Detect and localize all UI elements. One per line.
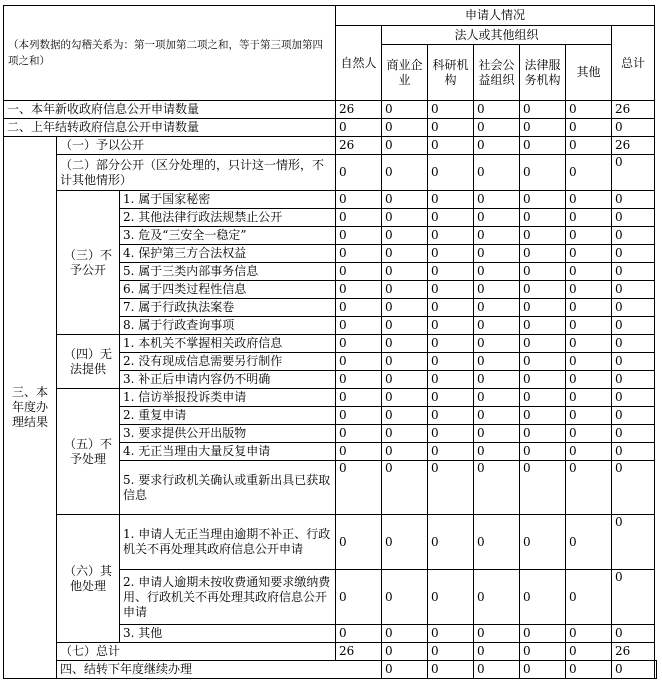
cell: 0	[520, 317, 566, 335]
cell: 26	[336, 101, 382, 119]
cell: 0	[566, 299, 612, 317]
cell: 0	[428, 371, 474, 389]
cell: 0	[382, 515, 428, 570]
cell: 0	[474, 570, 520, 625]
cell: 0	[382, 407, 428, 425]
cell: 0	[612, 227, 655, 245]
cell: 26	[336, 643, 382, 661]
statistics-table	[3, 5, 657, 679]
cell: 0	[428, 299, 474, 317]
cell: 0	[474, 137, 520, 155]
col-public-welfare: 社会公益组织	[474, 45, 520, 101]
cell: 0	[428, 335, 474, 353]
cell: 0	[428, 191, 474, 209]
header-note: （本列数据的勾稽关系为：第一项加第二项之和，等于第三项加第四项之和）	[4, 6, 336, 101]
cell: 0	[474, 101, 520, 119]
row-label: 1. 信访举报投诉类申请	[120, 389, 336, 407]
col-research: 科研机构	[428, 45, 474, 101]
cell: 0	[336, 625, 382, 643]
cell: 0	[336, 281, 382, 299]
cell: 0	[336, 209, 382, 227]
cell: 0	[520, 515, 566, 570]
cell: 0	[566, 191, 612, 209]
cell: 0	[612, 425, 655, 443]
cell	[655, 661, 657, 679]
cell: 0	[428, 661, 474, 679]
row-label: 5. 要求行政机关确认或重新出具已获取信息	[120, 461, 336, 515]
cell: 0	[382, 461, 428, 515]
cell: 0	[336, 371, 382, 389]
cell: 0	[612, 661, 655, 679]
cell: 0	[566, 425, 612, 443]
cell: 0	[520, 643, 566, 661]
cell: 0	[520, 209, 566, 227]
cell: 0	[566, 625, 612, 643]
cell: 0	[612, 191, 655, 209]
cell: 0	[520, 137, 566, 155]
cell: 0	[336, 155, 382, 191]
cell: 0	[382, 661, 428, 679]
row-label: 6. 属于四类过程性信息	[120, 281, 336, 299]
row-label: 3. 危及“三安全一稳定”	[120, 227, 336, 245]
cell: 0	[612, 335, 655, 353]
cell: 0	[428, 515, 474, 570]
cell: 0	[382, 299, 428, 317]
cell: 0	[336, 389, 382, 407]
cell: 0	[520, 335, 566, 353]
cell: 0	[474, 119, 520, 137]
cell: 0	[566, 155, 612, 191]
cell: 0	[566, 281, 612, 299]
cell: 0	[474, 299, 520, 317]
row-label: 四、结转下年度继续办理	[57, 661, 382, 679]
cell: 0	[428, 443, 474, 461]
cell: 0	[520, 353, 566, 371]
cell: 0	[428, 101, 474, 119]
cell: 0	[612, 299, 655, 317]
cell: 0	[520, 570, 566, 625]
cell: 0	[428, 570, 474, 625]
cell: 0	[474, 425, 520, 443]
cell: 0	[474, 389, 520, 407]
cell: 0	[520, 281, 566, 299]
cell: 0	[382, 137, 428, 155]
cell: 0	[336, 119, 382, 137]
cell: 0	[612, 461, 655, 515]
table-row	[4, 191, 657, 209]
group3-label: 三、本年度办理结果	[4, 137, 57, 679]
cell: 0	[566, 443, 612, 461]
cell: 0	[520, 461, 566, 515]
cell: 0	[474, 209, 520, 227]
table-row	[4, 119, 657, 137]
table-row	[4, 515, 657, 570]
cell: 0	[474, 263, 520, 281]
cell: 0	[566, 461, 612, 515]
table-row	[4, 101, 657, 119]
cell: 0	[382, 101, 428, 119]
cell: 0	[612, 155, 655, 191]
group-label: （六）其他处理	[57, 515, 120, 643]
row-label: 7. 属于行政执法案卷	[120, 299, 336, 317]
cell: 0	[336, 443, 382, 461]
cell: 0	[382, 155, 428, 191]
cell: 0	[612, 353, 655, 371]
row-label: 1. 本机关不掌握相关政府信息	[120, 335, 336, 353]
row-label: （二）部分公开（区分处理的，只计这一情形，不计其他情形）	[57, 155, 336, 191]
cell: 0	[382, 335, 428, 353]
cell: 0	[566, 407, 612, 425]
cell: 0	[612, 371, 655, 389]
row-label: 3. 其他	[120, 625, 336, 643]
row-label: （七）总计	[57, 643, 336, 661]
cell: 0	[520, 389, 566, 407]
cell: 0	[612, 281, 655, 299]
cell: 0	[566, 101, 612, 119]
row-label: （一）予以公开	[57, 137, 336, 155]
cell: 0	[612, 407, 655, 425]
cell: 0	[428, 281, 474, 299]
cell: 0	[336, 317, 382, 335]
cell: 0	[336, 570, 382, 625]
cell: 0	[428, 407, 474, 425]
cell: 0	[612, 625, 655, 643]
cell: 0	[520, 119, 566, 137]
cell: 0	[382, 371, 428, 389]
cell: 0	[474, 317, 520, 335]
cell: 0	[520, 101, 566, 119]
cell: 0	[336, 515, 382, 570]
cell: 0	[612, 245, 655, 263]
cell: 0	[336, 407, 382, 425]
cell: 0	[612, 570, 655, 625]
cell: 0	[474, 407, 520, 425]
cell: 0	[566, 263, 612, 281]
cell: 0	[474, 515, 520, 570]
cell: 0	[336, 335, 382, 353]
row-label: 8. 属于行政查询事项	[120, 317, 336, 335]
row-label: 1. 申请人无正当理由逾期不补正、行政机关不再处理其政府信息公开申请	[120, 515, 336, 570]
cell: 0	[428, 461, 474, 515]
table-row	[4, 155, 657, 191]
cell: 0	[382, 191, 428, 209]
group-label: （四）无法提供	[57, 335, 120, 389]
cell: 0	[566, 643, 612, 661]
cell: 0	[382, 317, 428, 335]
cell: 0	[428, 119, 474, 137]
row-label: 二、上年结转政府信息公开申请数量	[4, 119, 336, 137]
cell: 0	[382, 353, 428, 371]
cell: 0	[382, 625, 428, 643]
row-label: 2. 申请人逾期未按收费通知要求缴纳费用、行政机关不再处理其政府信息公开申请	[120, 570, 336, 625]
cell: 0	[474, 245, 520, 263]
cell: 0	[336, 227, 382, 245]
row-label: 3. 补正后申请内容仍不明确	[120, 371, 336, 389]
cell: 0	[566, 335, 612, 353]
row-label: 2. 重复申请	[120, 407, 336, 425]
cell: 0	[520, 625, 566, 643]
cell: 0	[428, 155, 474, 191]
cell: 0	[566, 661, 612, 679]
cell: 0	[612, 209, 655, 227]
group-label: （三）不予公开	[57, 191, 120, 335]
cell: 0	[428, 317, 474, 335]
row-label: 一、本年新收政府信息公开申请数量	[4, 101, 336, 119]
cell: 0	[566, 227, 612, 245]
cell: 0	[612, 389, 655, 407]
cell: 0	[520, 371, 566, 389]
cell: 0	[520, 245, 566, 263]
cell: 0	[382, 227, 428, 245]
cell: 0	[612, 443, 655, 461]
cell: 0	[566, 317, 612, 335]
cell: 0	[474, 227, 520, 245]
cell: 0	[474, 461, 520, 515]
cell: 0	[336, 263, 382, 281]
cell: 26	[612, 137, 655, 155]
cell: 0	[520, 425, 566, 443]
cell: 0	[566, 570, 612, 625]
cell: 0	[474, 371, 520, 389]
applicant-header: 申请人情况	[336, 6, 655, 26]
row-label: 3. 要求提供公开出版物	[120, 425, 336, 443]
cell: 0	[520, 227, 566, 245]
cell: 0	[336, 245, 382, 263]
col-total: 总计	[612, 26, 655, 101]
cell: 0	[428, 245, 474, 263]
cell: 0	[520, 299, 566, 317]
cell: 0	[382, 119, 428, 137]
cell: 0	[428, 425, 474, 443]
table-row	[4, 335, 657, 353]
cell: 0	[612, 515, 655, 570]
cell: 0	[428, 643, 474, 661]
cell: 0	[336, 461, 382, 515]
cell: 0	[428, 353, 474, 371]
cell: 0	[520, 661, 566, 679]
cell: 0	[474, 155, 520, 191]
cell: 0	[566, 119, 612, 137]
col-other: 其他	[566, 45, 612, 101]
cell: 0	[520, 263, 566, 281]
cell: 0	[520, 443, 566, 461]
legal-org-header: 法人或其他组织	[382, 26, 612, 45]
cell: 0	[428, 209, 474, 227]
cell: 0	[474, 443, 520, 461]
cell: 0	[612, 263, 655, 281]
cell: 0	[382, 281, 428, 299]
group-label: （五）不予处理	[57, 389, 120, 515]
table-row	[4, 661, 657, 679]
cell: 0	[382, 389, 428, 407]
cell: 0	[428, 389, 474, 407]
cell: 0	[566, 389, 612, 407]
cell: 0	[474, 625, 520, 643]
cell: 0	[382, 209, 428, 227]
cell: 0	[566, 353, 612, 371]
cell: 0	[520, 155, 566, 191]
cell: 0	[428, 227, 474, 245]
cell: 0	[336, 299, 382, 317]
cell: 0	[382, 263, 428, 281]
cell: 0	[474, 661, 520, 679]
table-row	[4, 389, 657, 407]
table-row	[4, 137, 657, 155]
cell: 0	[428, 263, 474, 281]
cell: 0	[382, 643, 428, 661]
cell: 0	[382, 570, 428, 625]
cell: 0	[612, 317, 655, 335]
cell: 0	[612, 119, 655, 137]
cell: 0	[336, 353, 382, 371]
cell: 0	[428, 137, 474, 155]
row-label: 2. 没有现成信息需要另行制作	[120, 353, 336, 371]
cell: 0	[566, 137, 612, 155]
cell: 0	[382, 443, 428, 461]
row-label: 1. 属于国家秘密	[120, 191, 336, 209]
cell: 0	[382, 245, 428, 263]
col-legal-service: 法律服务机构	[520, 45, 566, 101]
cell: 0	[474, 353, 520, 371]
cell: 0	[336, 425, 382, 443]
cell: 0	[382, 425, 428, 443]
row-label: 4. 无正当理由大量反复申请	[120, 443, 336, 461]
cell: 0	[566, 245, 612, 263]
cell: 0	[520, 407, 566, 425]
cell: 0	[474, 191, 520, 209]
table-row	[4, 643, 657, 661]
row-label: 2. 其他法律行政法规禁止公开	[120, 209, 336, 227]
cell: 0	[474, 281, 520, 299]
cell: 0	[474, 335, 520, 353]
col-natural-person: 自然人	[336, 26, 382, 101]
cell: 0	[566, 209, 612, 227]
cell: 0	[566, 515, 612, 570]
cell: 0	[566, 371, 612, 389]
cell: 0	[336, 191, 382, 209]
row-label: 4. 保护第三方合法权益	[120, 245, 336, 263]
cell: 0	[428, 625, 474, 643]
cell: 0	[520, 191, 566, 209]
cell: 26	[612, 101, 655, 119]
cell: 0	[474, 643, 520, 661]
cell: 26	[336, 137, 382, 155]
col-commercial: 商业企业	[382, 45, 428, 101]
row-label: 5. 属于三类内部事务信息	[120, 263, 336, 281]
cell: 26	[612, 643, 655, 661]
